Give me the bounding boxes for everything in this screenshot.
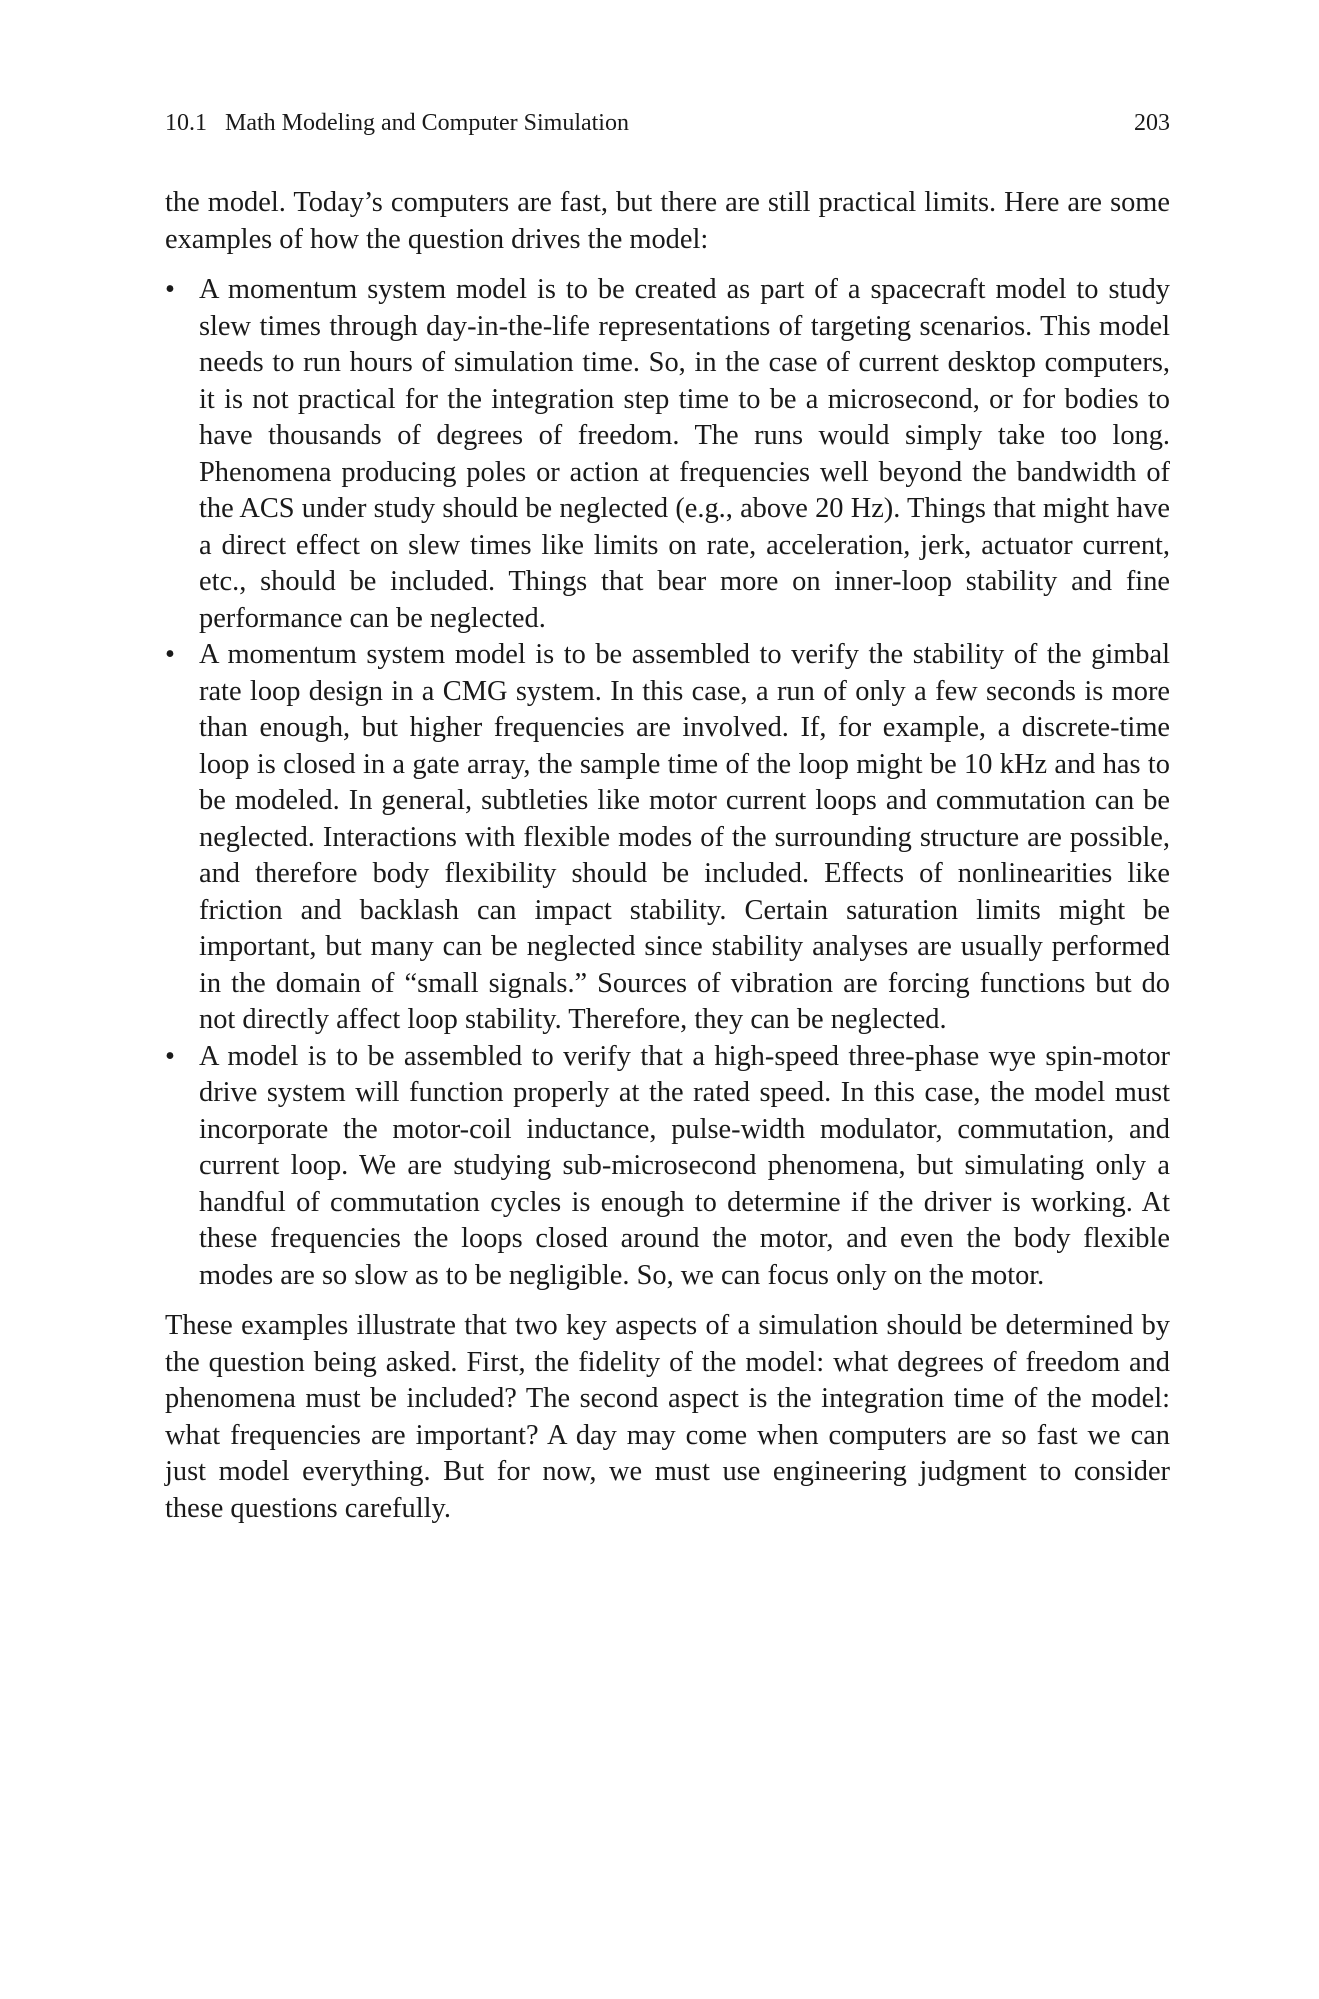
list-item-text: A model is to be assembled to verify that a high-speed three-phase wye spin-motor drive system will function properly at the rated speed. In this case, the model must incorporate the motor-coil inductance, pulse-width modulator, commutation, and current loop. We are studying sub-microsecond phenomena, but simulating only a handful of commutation cycles is enough to determine if the driver is working. At these frequencies the loops closed around the motor, and even the body flexible modes are so slow as to be negligible. So, we can focus only on the motor.: [199, 1040, 1170, 1291]
list-item: [165, 272, 1170, 637]
bullet-icon: •: [165, 1040, 175, 1072]
page-number: 203: [1134, 110, 1170, 136]
bullet-icon: •: [165, 274, 175, 305]
bullet-icon: •: [165, 639, 175, 670]
list-item: [165, 1039, 1170, 1295]
page-body: [165, 185, 1170, 1527]
section-title: Math Modeling and Computer Simulation: [225, 110, 629, 136]
running-head: [165, 108, 1170, 138]
list-item: [165, 637, 1170, 1039]
closing-paragraph: These examples illustrate that two key aspects of a simulation should be determined by the question being asked. First, the fidelity of the model: what degrees of freedom and phenomena must be included? The second aspect is the integration time of the model: what frequencies are important? A day may come when computers are so fast we can just model everything. But for now, we must use engineering judgment to consider these questions carefully.: [165, 1310, 1170, 1524]
list-item-text: A momentum system model is to be assembled to verify the stability of the gimbal rate loop design in a CMG system. In this case, a run of only a few seconds is more than enough, but higher frequencies are involved. If, for example, a discrete-time loop is closed in a gate array, the sample time of the loop might be 10 kHz and has to be modeled. In general, subtleties like motor current loops and commutation can be neglected. Interactions with flexible modes of the surrounding structure are possible, and therefore body flexibility should be included. Effects of nonlinearities like friction and backlash can impact stability. Certain saturation limits might be important, but many can be neglected since stability analyses are usually performed in the domain of “small signals.” Sources of vibration are forcing functions but do not directly affect loop stability. Therefore, they can be neglected.: [199, 639, 1170, 1035]
bullet-list: [165, 272, 1170, 1294]
list-item-text: A momentum system model is to be created as part of a spacecraft model to study slew times through day-in-the-life representations of targeting scenarios. This model needs to run hours of simulation time. So, in the case of current desktop computers, it is not practical for the integration step time to be a microsecond, or for bodies to have thousands of degrees of freedom. The runs would simply take too long. Phenomena producing poles or action at frequencies well beyond the bandwidth of the ACS under study should be neglected (e.g., above 20 Hz). Things that might have a direct effect on slew times like limits on rate, acceleration, jerk, actuator current, etc., should be included. Things that bear more on inner-loop stability and fine performance can be neglected.: [199, 274, 1170, 634]
intro-paragraph: the model. Today’s computers are fast, but there are still practical limits. Here are some examples of how the question drives the model:: [165, 187, 1170, 255]
section-number: 10.1: [165, 110, 207, 136]
